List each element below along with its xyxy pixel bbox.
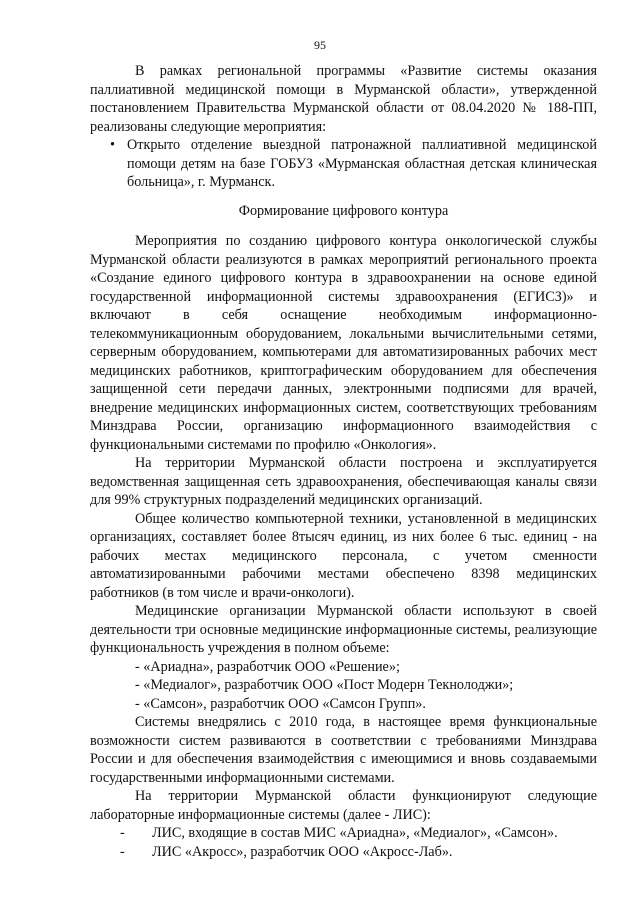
mis-list-item: - «Самсон», разработчик ООО «Самсон Групп».: [135, 695, 426, 712]
paragraph: Системы внедрялись с 2010 года, в настоящее время функциональные возможности систем развиваются в соответствии с требованиями Минздрава России и для обеспечения взаимодействия с имеющимися и вновь создаваемыми государственными информационными системами.: [90, 714, 597, 786]
paragraph: Медицинские организации Мурманской области используют в своей деятельности три основные медицинские информационные системы, реализующие функциональность учреждения в полном объеме:: [90, 603, 597, 656]
section-heading: Формирование цифрового контура: [238, 202, 449, 219]
intro-paragraph: В рамках региональной программы «Развитие системы оказания паллиативной медицинской помощи в Мурманской области», утвержденной постановлением Правительства Мурманской области от 08.04.2020 № 188-ПП, реализованы следующие мероприятия:: [90, 63, 597, 135]
lis-list-item-text: ЛИС, входящие в состав МИС «Ариадна», «Медиалог», «Самсон».: [152, 825, 558, 841]
lis-list-item-text: ЛИС «Акросс», разработчик ООО «Акросс-Лаб».: [152, 843, 453, 860]
dash-marker: -: [120, 843, 125, 860]
bullet-icon: •: [110, 137, 115, 153]
page-number: 95: [314, 38, 326, 52]
mis-list-item: - «Медиалог», разработчик ООО «Пост Модерн Текнолоджи»;: [135, 677, 514, 693]
lis-list-item: [90, 824, 597, 843]
document-body: [90, 62, 597, 861]
bullet-item: [90, 136, 597, 192]
paragraph: Мероприятия по созданию цифрового контура онкологической службы Мурманской области реализуются в рамках мероприятий регионального проекта «Создание единого цифрового контура в здравоохранении на основе единой государственной информационной системы здравоохранения (ЕГИСЗ)» и включают в себя оснащение необходимым информационно-телекоммуникационным оборудованием, локальными вычислительными сетями, серверным оборудованием, компьютерами для автоматизированных рабочих мест медицинских работников, криптографическим оборудованием для обеспечения защищенной сети передачи данных, электронными подписями для врачей, внедрение медицинских информационных систем, соответствующих требованиям Минздрава России, организацию информационного взаимодействия с функциональными системами по профилю «Онкология».: [90, 233, 597, 453]
bullet-item-text: Открыто отделение выездной патронажной паллиативной медицинской помощи детям на базе ГОБУЗ «Мурманская областная детская клиническая больница», г. Мурманск.: [127, 137, 597, 190]
lis-list-item: [90, 843, 597, 862]
paragraph: На территории Мурманской области построена и эксплуатируется ведомственная защищенная сеть здравоохранения, обеспечивающая каналы связи для 99% структурных подразделений медицинских организаций.: [90, 455, 597, 508]
paragraph: На территории Мурманской области функционируют следующие лабораторные информационные системы (далее - ЛИС):: [90, 788, 597, 823]
mis-list-item: - «Ариадна», разработчик ООО «Решение»;: [135, 658, 400, 675]
dash-marker: -: [120, 825, 125, 841]
paragraph: Общее количество компьютерной техники, установленной в медицинских организациях, составляет более 8тысяч единиц, из них более 6 тыс. единиц - на рабочих местах медицинского персонала, с учетом сменности автоматизированными рабочими местами обеспечено 8398 медицинских работников (в том числе и врачи-онкологи).: [90, 510, 597, 601]
